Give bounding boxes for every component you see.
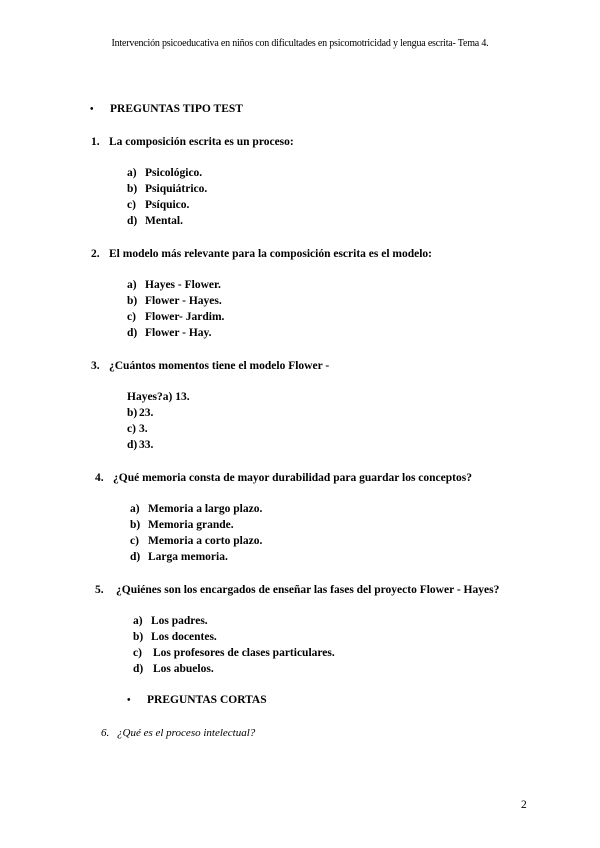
question-text: ¿Cuántos momentos tiene el modelo Flower - xyxy=(109,360,330,372)
question-number: 1. xyxy=(91,136,100,148)
option: c) Psíquico. xyxy=(127,199,190,211)
option: b) 23. xyxy=(127,407,154,419)
question-6 xyxy=(101,727,255,739)
page-header: Intervención psicoeducativa en niños con dificultades en psicomotricidad y lengua escrita- Tema 4. xyxy=(111,38,489,49)
option: a) Memoria a largo plazo. xyxy=(130,503,263,515)
bullet-icon: • xyxy=(90,104,94,115)
question-3 xyxy=(91,360,329,372)
question-text: ¿Qué memoria consta de mayor durabilidad para guardar los conceptos? xyxy=(113,472,472,484)
option: c) Los profesores de clases particulares. xyxy=(133,647,335,659)
section-title-short xyxy=(127,694,267,706)
question-number: 4. xyxy=(95,472,104,484)
question-3-continuation: Hayes?a) 13. xyxy=(127,391,190,403)
section-title-text: PREGUNTAS TIPO TEST xyxy=(110,103,243,115)
option: b) Los docentes. xyxy=(133,631,217,643)
option: b) Flower - Hayes. xyxy=(127,295,222,307)
page-number: 2 xyxy=(521,799,527,811)
question-number: 2. xyxy=(91,248,100,260)
question-2 xyxy=(91,248,432,260)
option: c) Memoria a corto plazo. xyxy=(130,535,263,547)
option: d) Larga memoria. xyxy=(130,551,228,563)
bullet-icon: • xyxy=(127,695,131,706)
option: a) Hayes - Flower. xyxy=(127,279,221,291)
question-text: ¿Quiénes son los encargados de enseñar las fases del proyecto Flower - Hayes? xyxy=(116,584,500,596)
option: c) Flower- Jardim. xyxy=(127,311,225,323)
option: d) Mental. xyxy=(127,215,184,227)
question-5 xyxy=(95,584,499,596)
question-number: 3. xyxy=(91,360,100,372)
question-text: El modelo más relevante para la composición escrita es el modelo: xyxy=(109,248,433,260)
question-text: ¿Qué es el proceso intelectual? xyxy=(117,727,256,739)
option: a) Psicológico. xyxy=(127,167,203,179)
option: b) Memoria grande. xyxy=(130,519,234,531)
section-title-text: PREGUNTAS CORTAS xyxy=(147,694,267,706)
option: c) 3. xyxy=(127,423,148,435)
option: d) 33. xyxy=(127,439,154,451)
question-number: 6. xyxy=(101,727,110,739)
option: a) Los padres. xyxy=(133,615,208,627)
question-4 xyxy=(95,472,472,484)
question-text: La composición escrita es un proceso: xyxy=(109,136,294,148)
option: d) Los abuelos. xyxy=(133,663,214,675)
section-title-test xyxy=(90,103,243,115)
question-number: 5. xyxy=(95,584,104,596)
option: b) Psiquiátrico. xyxy=(127,183,208,195)
question-1 xyxy=(91,136,294,148)
option: d) Flower - Hay. xyxy=(127,327,212,339)
